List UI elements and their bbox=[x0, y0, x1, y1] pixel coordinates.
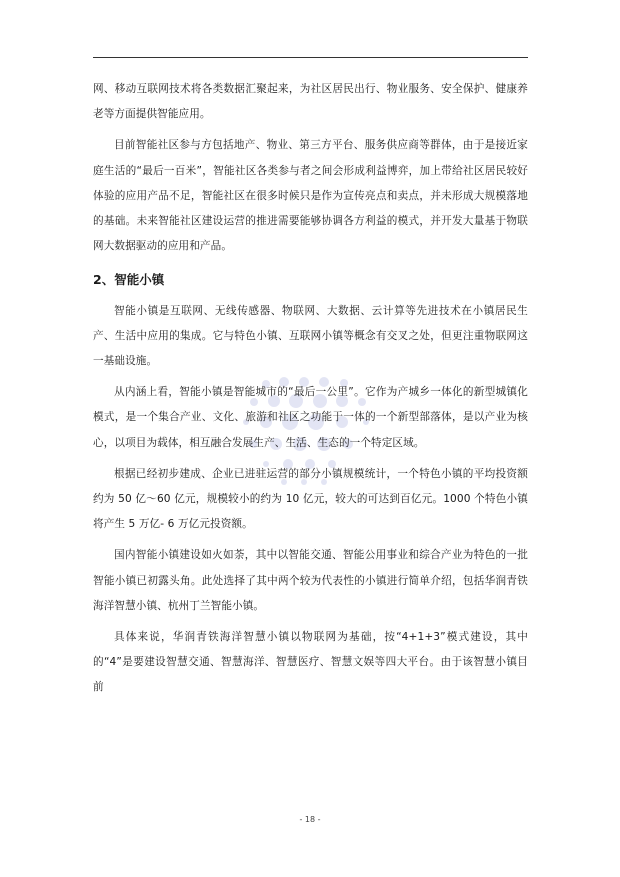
header-rule bbox=[93, 57, 528, 58]
paragraph-3: 智能小镇是互联网、无线传感器、物联网、大数据、云计算等先进技术在小镇居民生产、生活中应用的集成。它与特色小镇、互联网小镇等概念有交叉之处，但更注重物联网这一基础设施。 bbox=[93, 304, 528, 368]
page-number: - 18 - bbox=[299, 815, 321, 824]
paragraph-4: 从内涵上看，智能小镇是智能城市的“最后一公里”。它作为产城乡一体化的新型城镇化模式，是一个集合产业、文化、旅游和社区之功能于一体的一个新型部落体，是以产业为核心，以项目为载体，相互融合发展生产、生活、生态的一个特定区域。 bbox=[93, 386, 528, 449]
paragraph-5: 根据已经初步建成、企业已进驻运营的部分小镇规模统计，一个特色小镇的平均投资额约为 50 亿～60 亿元，规模较小的约为 10 亿元，较大的可达到百亿元。1000 个特色小镇将产生 5 万亿- 6 万亿元投资额。 bbox=[93, 467, 528, 531]
body-text bbox=[93, 77, 528, 701]
paragraph-6: 国内智能小镇建设如火如荼，其中以智能交通、智能公用事业和综合产业为特色的一批智能小镇已初露头角。此处选择了其中两个较为代表性的小镇进行简单介绍，包括华润青铁海洋智慧小镇、杭州丁兰智能小镇。 bbox=[93, 549, 528, 612]
paragraph-1: 网、移动互联网技术将各类数据汇聚起来，为社区居民出行、物业服务、安全保护、健康养老等方面提供智能应用。 bbox=[93, 83, 528, 121]
paragraph-7: 具体来说，华润青铁海洋智慧小镇以物联网为基础，按“4+1+3”模式建设，其中的“4”是要建设智慧交通、智慧海洋、智慧医疗、智慧文娱等四大平台。由于该智慧小镇目前 bbox=[93, 631, 528, 694]
paragraph-2: 目前智能社区参与方包括地产、物业、第三方平台、服务供应商等群体，由于是接近家庭生活的“最后一百米”，智能社区各类参与者之间会形成利益博弈，加上带给社区居民较好体验的应用产品不足，智能社区在很多时候只是作为宣传亮点和卖点，并未形成大规模落地的基础。未来智能社区建设运营的推进需要能够协调各方利益的模式，并开发大量基于物联网大数据驱动的应用和产品。 bbox=[93, 139, 528, 253]
section-heading: 2、智能小镇 bbox=[93, 272, 165, 288]
